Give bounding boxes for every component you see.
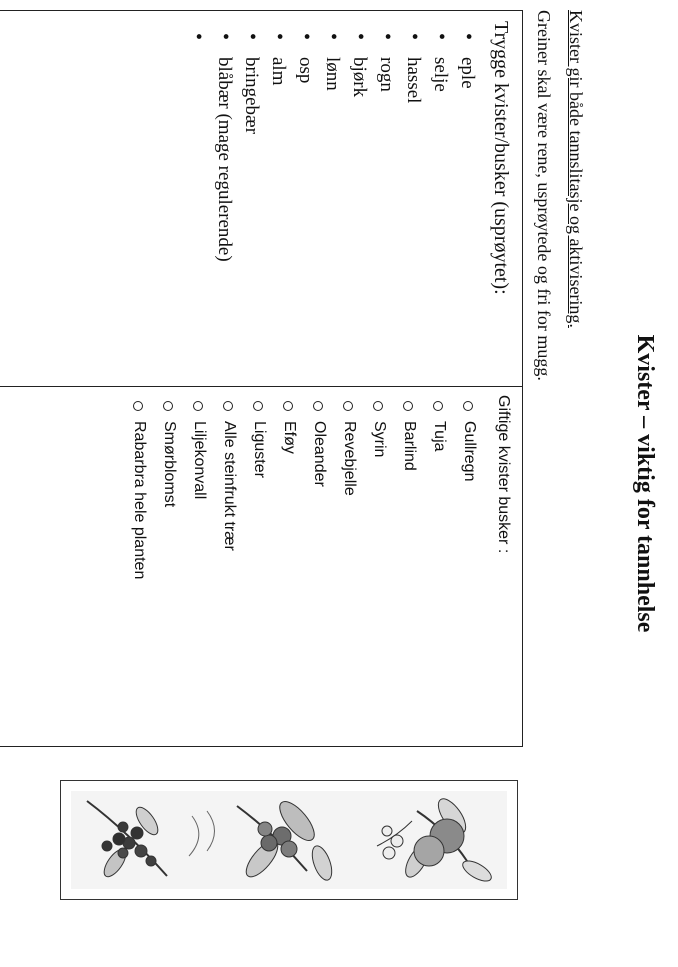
branches-table [0,10,523,747]
list-item: Oleander [304,395,334,738]
fruit-illustration [71,791,507,889]
intro-line-1: Kvister gir både tannslitasje og aktivisering. [566,10,586,328]
list-item: • bringebær [238,21,265,378]
list-item: Liljekonvall [184,395,214,738]
list-item: • selje [427,21,454,378]
list-item: Eføy [274,395,304,738]
list-item: • lønn [319,21,346,378]
fruit-illustration-svg [71,791,507,889]
list-item: • rogn [373,21,400,378]
raspberry-branch-icon [189,796,336,882]
list-item: • bjørk [346,21,373,378]
page-title: Kvister – viktig for tannhelse [632,334,658,633]
safe-branches-heading: Trygge kvister/busker (usprøytet): [490,21,512,295]
list-item: Barlind [394,395,424,738]
list-item: Liguster [244,395,274,738]
list-item: Rabarbra hele planten [124,395,154,738]
toxic-branches-column [0,387,522,746]
list-item: • osp [292,21,319,378]
list-item: Smørblomst [154,395,184,738]
list-item: Alle steinfrukt trær [214,395,244,738]
apple-branch-icon [377,794,494,885]
list-item: • alm [265,21,292,378]
safe-branches-list [211,21,481,378]
safe-branches-column [0,11,522,387]
intro-line-2: Greiner skal være rene, usprøytede og fri for mugg. [534,10,554,381]
list-item: Gullregn [454,395,484,738]
list-item: • eple [454,21,481,378]
blueberry-branch-icon [87,801,167,880]
fruit-illustration-frame [60,780,518,900]
list-item: Revebjelle [334,395,364,738]
toxic-branches-heading: Giftige kvister busker : [495,395,512,554]
toxic-branches-list [124,395,484,738]
list-item: • blåbær (mage regulerende) [211,21,238,378]
list-item: • hassel [400,21,427,378]
list-item: Syrin [364,395,394,738]
list-item: Tuja [424,395,454,738]
